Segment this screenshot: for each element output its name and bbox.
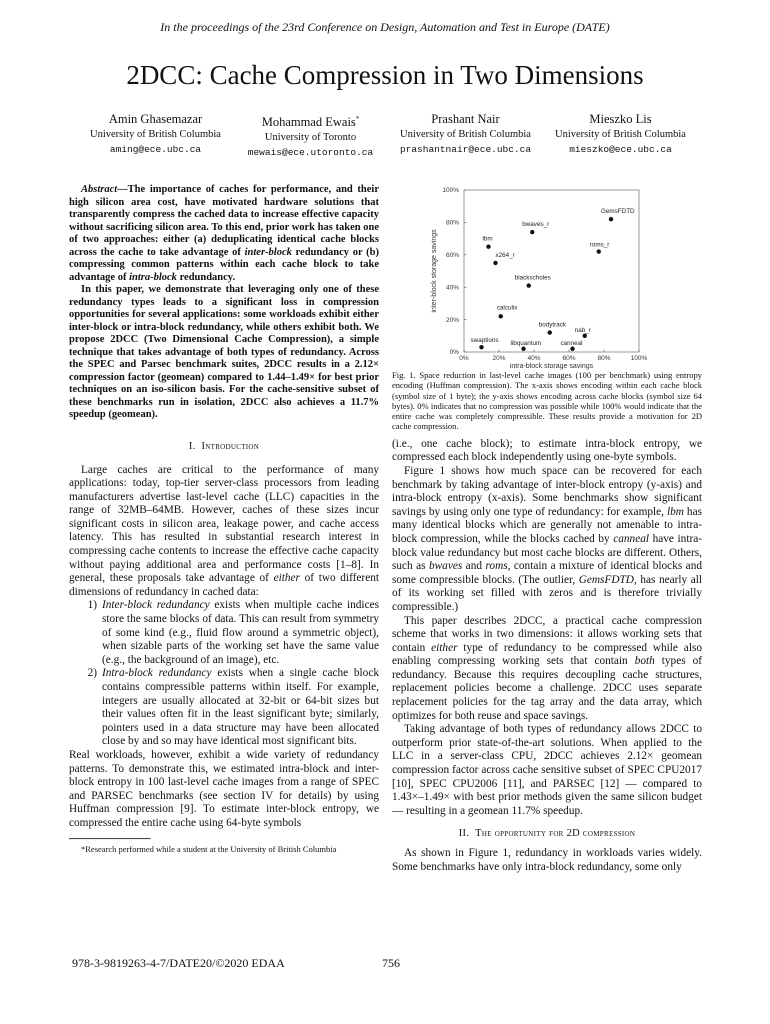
x-tick-label: 60%: [562, 355, 576, 362]
author-2: [233, 112, 388, 160]
point-label: calculix: [496, 304, 518, 312]
abstract-text: redundancy.: [176, 271, 236, 283]
x-axis-label: intra-block storage savings: [509, 363, 594, 370]
author-affiliation: University of British Columbia: [400, 129, 531, 140]
body-text: Large caches are critical to the performance of many applications: today, top-tier server-class processors from leading manufacturers advertise last-level cache (LLC) capacities in the range of 32MB–64MB. However, caches of these sizes incur significant costs in silicon area, leakage power, and cache access latency. This has resulted in substantial research interest in compressing cache contents to increase the effective cache capacity without paying additional area and performance costs [1–8]. In general, these proposals take advantage of: [69, 463, 379, 585]
data-point: [479, 345, 483, 349]
abstract-emphasis: inter-block: [244, 246, 292, 258]
author-block: [78, 112, 698, 160]
data-point: [499, 314, 503, 318]
x-tick-label: 80%: [597, 355, 611, 362]
body-text: have intra-block value redundancy but most cache blocks are different. Others, such as: [392, 532, 702, 573]
y-tick-label: 40%: [445, 284, 459, 292]
emphasis: either: [431, 641, 458, 654]
body-text: This paper describes 2DCC, a practical cache compression scheme that works in two dimensions: it allows working sets that contain: [392, 614, 702, 654]
y-tick-label: 100%: [442, 187, 459, 195]
data-point: [521, 347, 525, 351]
author-email: prashantnair@ece.ubc.ca: [399, 144, 532, 155]
body-text: type of redundancy to be compressed while also enabling compressing working sets that contain: [392, 641, 702, 668]
body-text: , has nearly all of its working set filled with zeros and is therefore trivially compressible.): [392, 573, 703, 613]
footnote-rule: [69, 838, 151, 840]
emphasis: lbm: [666, 505, 684, 518]
author-affiliation: University of British Columbia: [90, 129, 221, 140]
right-paragraph-0: (i.e., one cache block); to estimate intra-block entropy, we compressed each block independently using one-byte symbols.: [392, 437, 702, 464]
left-column: [69, 184, 379, 855]
point-label: x264_r: [495, 251, 515, 259]
author-1: [78, 112, 233, 160]
body-text: has many identical blocks which are generally not amenable to intra-block compression, while the blocks cached by: [392, 505, 702, 545]
body-text: , contain a mixture of identical blocks and some compressible blocks. (The outlier,: [392, 560, 702, 586]
author-name: Prashant Nair: [431, 112, 500, 126]
data-point: [486, 245, 490, 249]
abstract-text: —The importance of caches for performance, and their high silicon area cost, have motivated hardware solutions that transparently compress the cached data to increase effective capacity without sacrificing silicon area. To this end, prior work has taken one of two approaches: either (a) deduplicating identical cache blocks across the cache to take advantage of: [69, 184, 379, 258]
paper-title: 2DCC: Cache Compression in Two Dimensions: [126, 60, 644, 90]
data-point: [597, 249, 601, 253]
y-tick-label: 80%: [445, 219, 459, 227]
list-number: 2): [87, 667, 97, 680]
y-tick-label: 60%: [445, 252, 459, 259]
emphasis: roms: [485, 560, 508, 573]
list-item: [69, 667, 379, 749]
abstract: [69, 184, 379, 422]
author-name-text: Mohammad Ewais: [261, 115, 356, 130]
author-affiliation: University of Toronto: [264, 132, 357, 144]
figure-caption: Fig. 1. Space reduction in last-level cache images (100 per benchmark) using entropy encoding (Huffman compression). The x-axis shows encoding within each cache block (symbol size of 1 byte); the y-axis shows encoding across cache blocks (symbol size 64 bytes). 0% indicates that no compression was possible while 100% would indicate that the entire cache was completely compressible. These results provide a motivation for 2D cache compression.: [392, 370, 702, 432]
author-name: Amin Ghasemazar: [108, 112, 203, 126]
point-label: canneal: [560, 339, 583, 347]
section-number: II.: [458, 828, 470, 840]
emphasis: Intra-block redundancy: [102, 667, 212, 680]
right-paragraph-2: [392, 615, 702, 724]
conference-header: In the proceedings of the 23rd Conference on Design, Automation and Test in Europe (DATE): [160, 20, 610, 34]
right-paragraph-4: As shown in Figure 1, redundancy in workloads varies widely. Some benchmarks have only intra-block redundancy, some only: [392, 847, 702, 873]
point-label: lbm: [482, 235, 493, 243]
body-text: exists when multiple cache indices store the same blocks of data. This can result from symmetry of some kind (e.g., fluid flow around a symmetric object), when sizable parts of the working set have the same value (e.g., the background of an image), etc.: [102, 599, 379, 666]
list-text: [102, 667, 379, 749]
author-email: aming@ece.ubc.ca: [109, 144, 202, 155]
list-text: [102, 599, 379, 667]
page-number: 756: [382, 956, 400, 970]
emphasis: canneal: [613, 532, 650, 545]
emphasis: bwaves: [428, 560, 463, 573]
x-tick-label: 20%: [492, 355, 506, 362]
body-text: Figure 1 shows how much space can be recovered for each benchmark by taking advantage of inter-block entropy (y-axis) and intra-block entropy (x-axis). Some benchmarks show significant savings by using only one type of redundancy: for example,: [392, 464, 702, 518]
section-title: The opportunity for 2D compression: [475, 828, 636, 840]
section-heading-opportunity: [392, 828, 702, 839]
point-label: bodytrack: [538, 321, 567, 329]
chart-points: [471, 208, 636, 351]
author-name: [233, 112, 388, 130]
data-point: [493, 261, 497, 265]
abstract-p1: [69, 184, 379, 284]
point-label: libquantum: [510, 339, 542, 347]
x-tick-label: 100%: [630, 355, 648, 362]
right-column: [392, 184, 702, 875]
section-heading-intro: [69, 441, 379, 452]
point-label: roms_r: [589, 241, 610, 249]
author-affiliation: University of British Columbia: [555, 129, 686, 140]
footer-isbn: 978-3-9819263-4-7/DATE20/©2020 EDAA: [72, 956, 285, 970]
y-tick-label: 20%: [445, 316, 459, 324]
author-3: [388, 112, 543, 160]
point-label: GemsFDTD: [601, 208, 635, 216]
emphasis: GemsFDTD: [578, 573, 634, 586]
list-number: 1): [87, 599, 97, 612]
right-paragraph-3: Taking advantage of both types of redundancy allows 2DCC to outperform prior state-of-the-art solutions. When applied to the LLC in a server-class CPU, 2DCC achieves 2.12× geomean compression factor across cache sensitive subset of SPEC CPU2017 [10], SPEC CPU2006 [11], and PARSEC [12] — compared to 1.43×–1.49× with best prior methods given the same silicon budget — resulting in a geomean 11.7% speedup.: [392, 723, 702, 817]
point-label: blackscholes: [514, 274, 551, 282]
data-point: [570, 347, 574, 351]
right-paragraph-1: [392, 465, 702, 615]
emphasis: both: [634, 655, 655, 668]
author-footnote-mark: *: [355, 115, 360, 123]
author-4: [543, 112, 698, 160]
data-point: [609, 217, 613, 221]
body-text: types of redundancy. Because this requires decoupling cache structures, replacement policies become a challenge. 2DCC uses separate replacement policies for the tag array and the data array, which optimizes for both reuse and space savings.: [392, 655, 702, 722]
data-point: [530, 230, 534, 234]
data-point: [527, 283, 531, 287]
body-text: of two different dimensions of redundancy in cached data:: [69, 572, 379, 598]
emphasis: either: [273, 572, 300, 585]
figure-1-scatter-chart: [392, 184, 702, 370]
footnote-area: [69, 838, 379, 855]
section-number: I.: [188, 440, 196, 452]
intro-paragraph-1: [69, 464, 379, 600]
author-email: mewais@ece.utoronto.ca: [247, 147, 374, 159]
emphasis: Inter-block redundancy: [102, 599, 210, 612]
y-axis-label: inter-block storage savings: [431, 229, 438, 313]
x-tick-label: 40%: [527, 355, 541, 362]
body-text: and: [462, 560, 486, 573]
intro-paragraph-2: Real workloads, however, exhibit a wide variety of redundancy patterns. To demonstrate this, we estimated intra-block and inter-block entropy in 100 last-level cache images from a range of SPEC and PARSEC benchmarks (see section IV for details) by using Huffman compression [9]. To estimate inter-block entropy, we compressed the entire cache using 64-byte symbols: [69, 748, 379, 829]
y-tick-label: 0%: [449, 349, 459, 357]
data-point: [548, 330, 552, 334]
footnote: *Research performed while a student at the University of British Columbia: [81, 843, 337, 854]
author-name: Mieszko Lis: [589, 112, 652, 126]
point-label: bwaves_r: [522, 221, 550, 229]
abstract-p2: In this paper, we demonstrate that leveraging only one of these redundancy types leads to a significant loss in compression opportunities for several applications: some workloads exhibit either inter-block or intra-block redundancy, while others exhibit both. We propose 2DCC (Two Dimensional Cache Compression), a simple technique that takes advantage of both types of redundancy. Across the SPEC and Parsec benchmark suites, 2DCC results in a 2.12× compression factor (geomean) compared to 1.44–1.49× for best prior techniques on an iso-silicon basis. For the cache-sensitive subset of these benchmarks run in isolation, 2DCC also achieves a 11.7% speedup (geomean).: [69, 284, 379, 420]
point-label: swaptions: [470, 337, 499, 345]
x-tick-label: 0%: [459, 355, 469, 362]
abstract-text: redundancy or (b) compressing common patterns within each cache block to take advantage of: [69, 246, 380, 283]
author-email: mieszko@ece.ubc.ca: [569, 144, 672, 155]
point-label: nab_r: [574, 326, 591, 334]
section-title: Introduction: [201, 440, 260, 452]
abstract-label: Abstract: [81, 184, 118, 195]
body-text: exists when a single cache block contains compressible patterns within itself. For example, integers are usually allocated at 32-bit or 64-bit sizes but their values often fit in the least significant byte; similarly, pointers used in a data structure may have been allocated close by and so may have identical most significant bits.: [102, 667, 379, 748]
abstract-emphasis: intra-block: [129, 271, 177, 283]
data-point: [583, 334, 587, 338]
list-item: [69, 599, 379, 667]
